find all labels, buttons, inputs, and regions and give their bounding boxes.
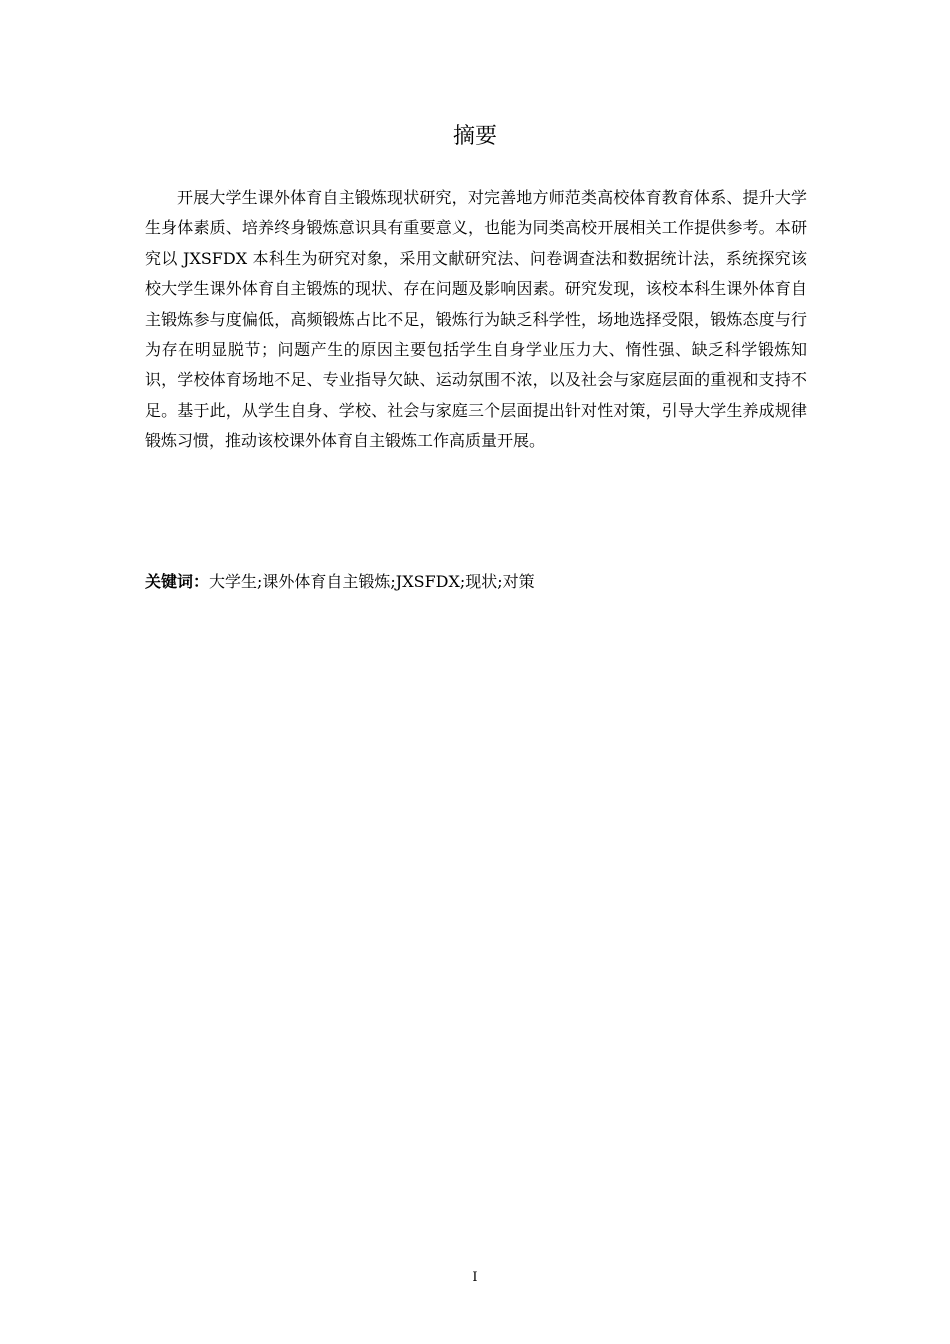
page-title: 摘要 bbox=[452, 124, 497, 149]
keywords-label: 关键词： bbox=[145, 572, 210, 591]
keywords-text: 大学生;课外体育自主锻炼;JXSFDX;现状;对策 bbox=[209, 572, 535, 591]
abstract-paragraph: 开展大学生课外体育自主锻炼现状研究，对完善地方师范类高校体育教育体系、提升大学生身体素质、培养终身锻炼意识具有重要意义，也能为同类高校开展相关工作提供参考。本研究以 JXSFDX 本科生为研究对象，采用文献研究法、问卷调查法和数据统计法，系统探究该校大学生课外体育自主锻炼的现状、存在问题及影响因素。研究发现，该校本科生课外体育自主锻炼参与度偏低，高频锻炼占比不足，锻炼行为缺乏科学性，场地选择受限，锻炼态度与行为存在明显脱节；问题产生的原因主要包括学生自身学业压力大、惰性强、缺乏科学锻炼知识，学校体育场地不足、专业指导欠缺、运动氛围不浓，以及社会与家庭层面的重视和支持不足。基于此，从学生自身、学校、社会与家庭三个层面提出针对性对策，引导大学生养成规律锻炼习惯，推动该校课外体育自主锻炼工作高质量开展。 bbox=[145, 188, 807, 451]
page-number: I bbox=[472, 1270, 478, 1285]
keywords-line bbox=[145, 567, 807, 597]
